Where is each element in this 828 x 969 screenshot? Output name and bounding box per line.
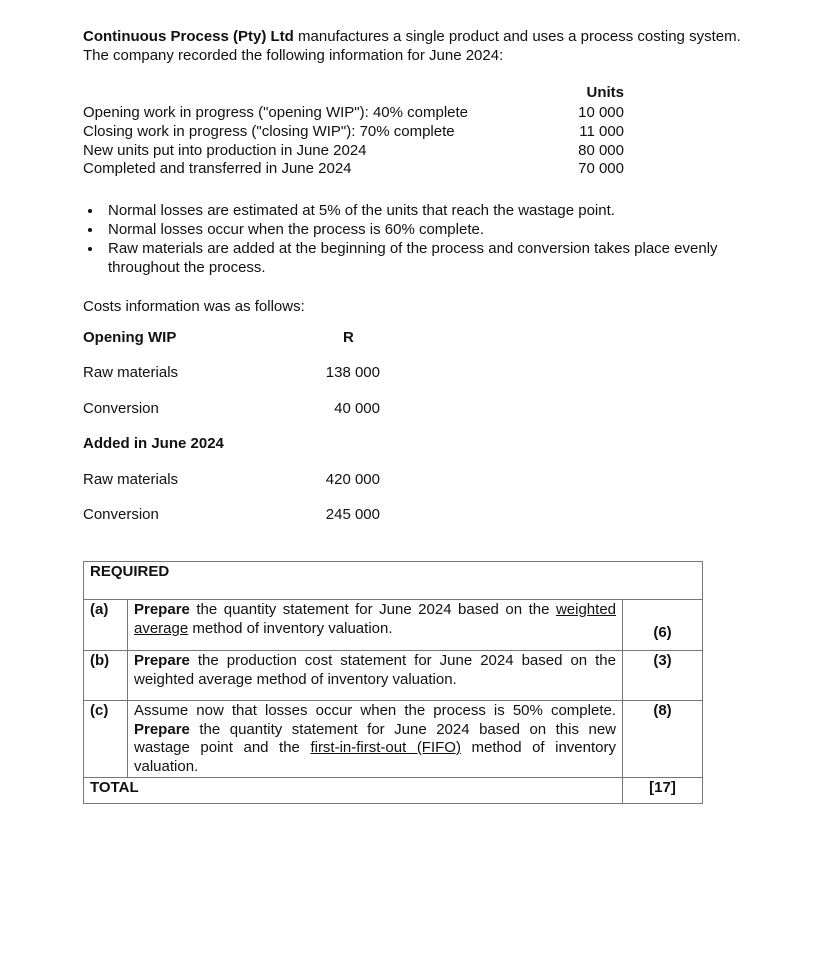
quantity-label: Opening work in progress ("opening WIP"): 40% complete (83, 104, 468, 121)
part-label: (c) (84, 701, 128, 778)
bullet-item: Normal losses are estimated at 5% of the units that reach the wastage point. (83, 201, 748, 220)
required-heading: REQUIRED (84, 562, 703, 600)
required-table (83, 561, 703, 804)
quantity-row (83, 141, 624, 160)
costs-intro: Costs information was as follows: (83, 298, 305, 315)
intro-paragraph (83, 27, 748, 65)
cost-value: 40 000 (334, 400, 380, 417)
quantity-label: Completed and transferred in June 2024 (83, 160, 352, 177)
quantity-label: Closing work in progress ("closing WIP"): 70% complete (83, 123, 455, 140)
bullet-list (83, 201, 748, 277)
part-marks: (8) (623, 701, 703, 778)
quantity-value: 80 000 (578, 142, 624, 159)
part-marks: (6) (623, 600, 703, 651)
part-label: (b) (84, 651, 128, 701)
part-a-text: Prepare the quantity statement for June 2024 based on the weighted average method of inventory valuation. (128, 600, 623, 651)
cost-value: 420 000 (325, 471, 380, 488)
cost-row (83, 399, 380, 418)
cost-label: Conversion (83, 506, 159, 523)
cost-value: 245 000 (325, 506, 380, 523)
part-b-text: Prepare the production cost statement for June 2024 based on the weighted average method of inventory valuation. (128, 651, 623, 701)
currency-header: R (343, 329, 354, 346)
quantity-value: 11 000 (579, 123, 624, 140)
quantity-row (83, 159, 624, 178)
cost-label: Raw materials (83, 471, 179, 488)
cost-label: Raw materials (83, 364, 179, 381)
bullet-item: Raw materials are added at the beginning of the process and conversion takes place evenly throughout the process. (83, 239, 748, 277)
cost-row (83, 470, 380, 489)
bullet-item: Normal losses occur when the process is 60% complete. (83, 220, 748, 239)
units-header: Units (586, 84, 624, 101)
quantity-label: New units put into production in June 2024 (83, 142, 367, 159)
heading-label: Opening WIP (83, 329, 177, 346)
quantity-row (83, 122, 624, 141)
cost-value: 138 000 (325, 364, 380, 381)
cost-row (83, 505, 380, 524)
total-marks: [17] (623, 778, 703, 804)
quantity-value: 70 000 (578, 160, 624, 177)
quantity-value: 10 000 (578, 104, 624, 121)
cost-row (83, 363, 380, 382)
part-marks: (3) (623, 651, 703, 701)
part-c-text: Assume now that losses occur when the process is 50% complete. Prepare the quantity statement for June 2024 based on this new wastage point and the first-in-first-out (FIFO) method of inventory valuation. (128, 701, 623, 778)
total-label: TOTAL (84, 778, 623, 804)
intro-text: manufactures a single product and uses a process costing system. The company recorded the following information for June 2024: (83, 28, 741, 64)
added-heading: Added in June 2024 (83, 435, 224, 452)
quantity-row (83, 103, 624, 122)
part-label: (a) (84, 600, 128, 651)
opening-wip-heading (83, 328, 380, 347)
company-name: Continuous Process (Pty) Ltd (83, 28, 294, 45)
cost-label: Conversion (83, 400, 159, 417)
